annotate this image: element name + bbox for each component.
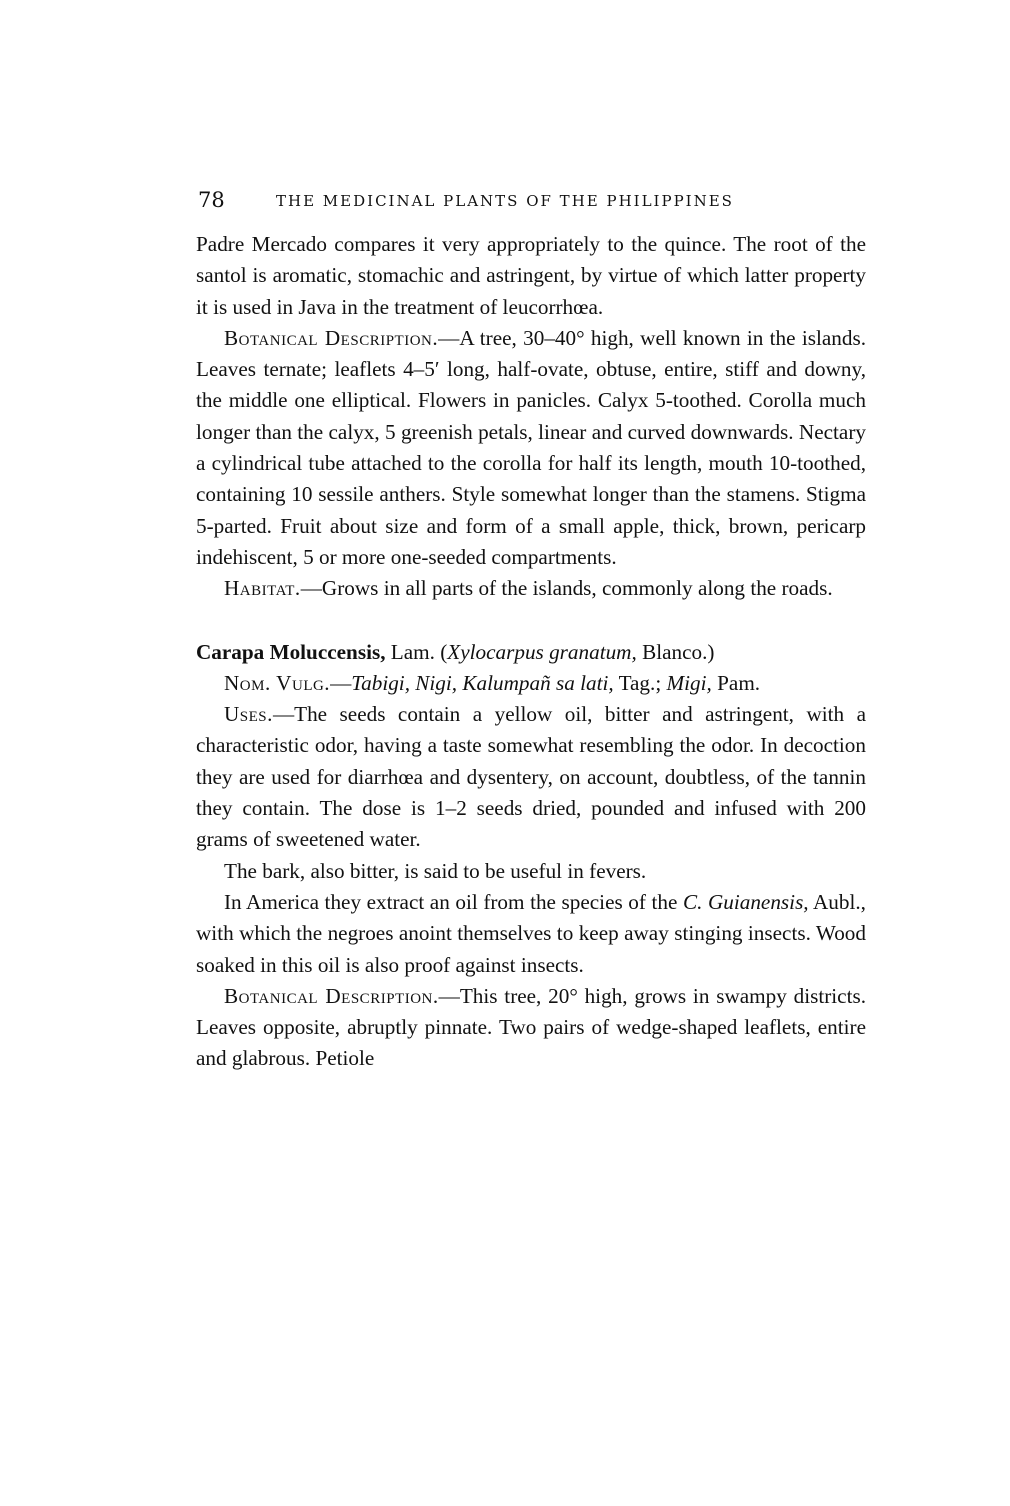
section-gap [196,605,866,637]
species-synonym: Xylocarpus granatum, [447,639,637,664]
america-paragraph [196,887,866,981]
santol-botanical-paragraph [196,323,866,573]
section-label: Habitat. [224,576,301,601]
page-body [196,229,866,1075]
carapa-botanical-paragraph [196,981,866,1075]
vernacular-names-paragraph [196,668,866,699]
section-label: Uses. [224,702,273,727]
running-title: THE MEDICINAL PLANTS OF THE PHILIPPINES [276,192,734,210]
section-label: Botanical Description. [224,325,439,350]
paragraph-text: In America they extract an oil from the species of the [224,889,683,914]
dash: — [330,670,352,695]
language-tag: Tag.; [613,670,667,695]
paragraph-text: Aubl., with which the negroes anoint themselves to keep away stinging insects. Wood soaked in this oil is also proof against insects. [196,889,866,977]
section-label: Nom. Vulg. [224,670,331,695]
bark-paragraph: The bark, also bitter, is said to be useful in fevers. [224,858,647,883]
species-heading [196,637,866,668]
vernacular-tagalog: Tabigi, Nigi, Kalumpañ sa lati, [351,670,614,695]
paragraph-text: —A tree, 30–40° high, well known in the islands. Leaves ternate; leaflets 4–5′ long, half-ovate, obtuse, entire, stiff and downy, the middle one elliptical. Flowers in panicles. Calyx 5-toothed. Corolla much longer than the calyx, 5 greenish petals, linear and curved downwards. Nectary a cylindrical tube attached to the corolla for half its length, mouth 10-toothed, containing 10 sessile anthers. Style somewhat longer than the stamens. Stigma 5-parted. Fruit about size and form of a small apple, thick, brown, pericarp indehiscent, 5 or more one-seeded compartments. [196,325,867,569]
vernacular-pampanga: Migi, [666,670,712,695]
species-author: Lam. ( [385,639,448,664]
species-name: Carapa Moluccensis, [196,639,386,664]
paragraph-text: —This tree, 20° high, grows in swampy districts. Leaves opposite, abruptly pinnate. Two pairs of wedge-shaped leaflets, entire and glabrous. Petiole [196,983,866,1071]
synonym-author: Blanco.) [636,639,715,664]
santol-intro-paragraph: Padre Mercado compares it very appropriately to the quince. The root of the santol is aromatic, stomachic and astringent, by virtue of which latter property it is used in Java in the treatment of leucorrhœa. [196,232,866,319]
page-number: 78 [198,188,225,212]
santol-habitat-paragraph [196,573,866,604]
paragraph-text: —Grows in all parts of the islands, commonly along the roads. [300,576,833,601]
language-pam: Pam. [711,670,761,695]
section-label: Botanical Description. [224,983,439,1008]
uses-paragraph [196,699,866,855]
paragraph-text: —The seeds contain a yellow oil, bitter and astringent, with a characteristic odor, having a taste somewhat resembling the odor. In decoction they are used for diarrhœa and dysentery, on account, doubtless, of the tannin they contain. The dose is 1–2 seeds dried, pounded and infused with 200 grams of sweetened water. [196,702,866,852]
page-header [196,188,866,212]
species-reference: C. Guianensis, [682,889,809,914]
